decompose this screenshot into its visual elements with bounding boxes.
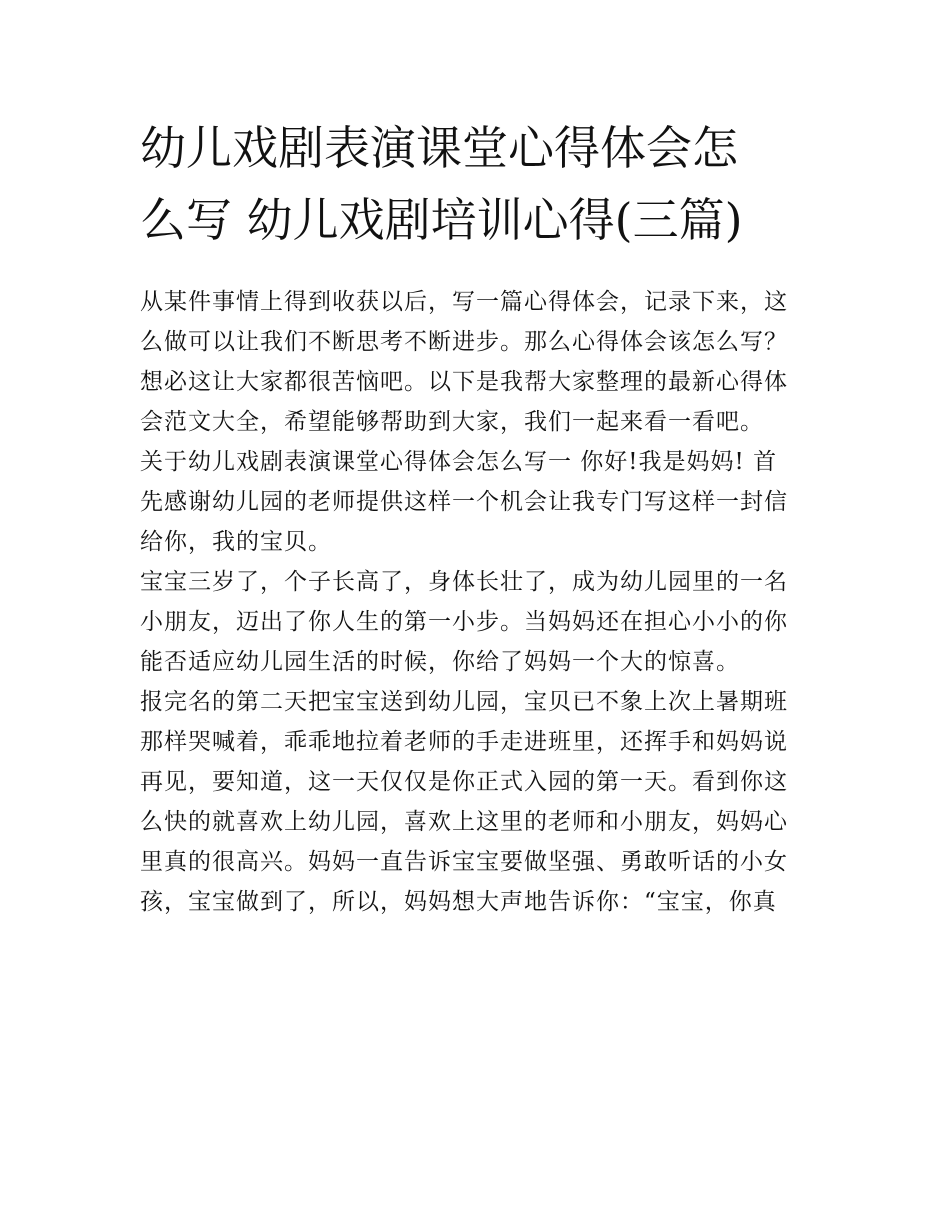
text-line: 能否适应幼儿园生活的时候，你给了妈妈一个大的惊喜。 [140, 649, 740, 675]
title-line: 幼儿戏剧表演课堂心得体会怎 [140, 121, 738, 175]
text-line: 宝宝三岁了，个子长高了，身体长壮了，成为幼儿园里的一名 [140, 569, 788, 595]
text-line: 小朋友，迈出了你人生的第一小步。当妈妈还在担心小小的你 [140, 609, 788, 635]
text-line: 再见，要知道，这一天仅仅是你正式入园的第一天。看到你这 [140, 769, 788, 795]
text-line: 关于幼儿戏剧表演课堂心得体会怎么写一 你好!我是妈妈! 首 [140, 449, 778, 475]
text-line: 想必这让大家都很苦恼吧。以下是我帮大家整理的最新心得体 [140, 369, 788, 395]
text-line: 孩，宝宝做到了，所以，妈妈想大声地告诉你：“宝宝，你真 [140, 889, 777, 915]
paragraph-intro [140, 282, 820, 442]
title-line: 么写 幼儿戏剧培训心得(三篇) [140, 193, 743, 247]
paragraph-letter-opening [140, 442, 820, 562]
paragraph-first-day [140, 682, 820, 922]
text-line: 那样哭喊着，乖乖地拉着老师的手走进班里，还挥手和妈妈说 [140, 729, 788, 755]
text-line: 么做可以让我们不断思考不断进步。那么心得体会该怎么写？ [140, 329, 788, 355]
document-body [140, 282, 820, 922]
text-line: 里真的很高兴。妈妈一直告诉宝宝要做坚强、勇敢听话的小女 [140, 849, 788, 875]
paragraph-three-years-old [140, 562, 820, 682]
text-line: 会范文大全，希望能够帮助到大家，我们一起来看一看吧。 [140, 409, 764, 435]
text-line: 给你，我的宝贝。 [140, 529, 332, 555]
document-title [140, 112, 820, 256]
text-line: 先感谢幼儿园的老师提供这样一个机会让我专门写这样一封信 [140, 489, 788, 515]
text-line: 从某件事情上得到收获以后，写一篇心得体会，记录下来，这 [140, 289, 788, 315]
text-line: 报完名的第二天把宝宝送到幼儿园，宝贝已不象上次上暑期班 [140, 689, 788, 715]
text-line: 么快的就喜欢上幼儿园，喜欢上这里的老师和小朋友，妈妈心 [140, 809, 788, 835]
